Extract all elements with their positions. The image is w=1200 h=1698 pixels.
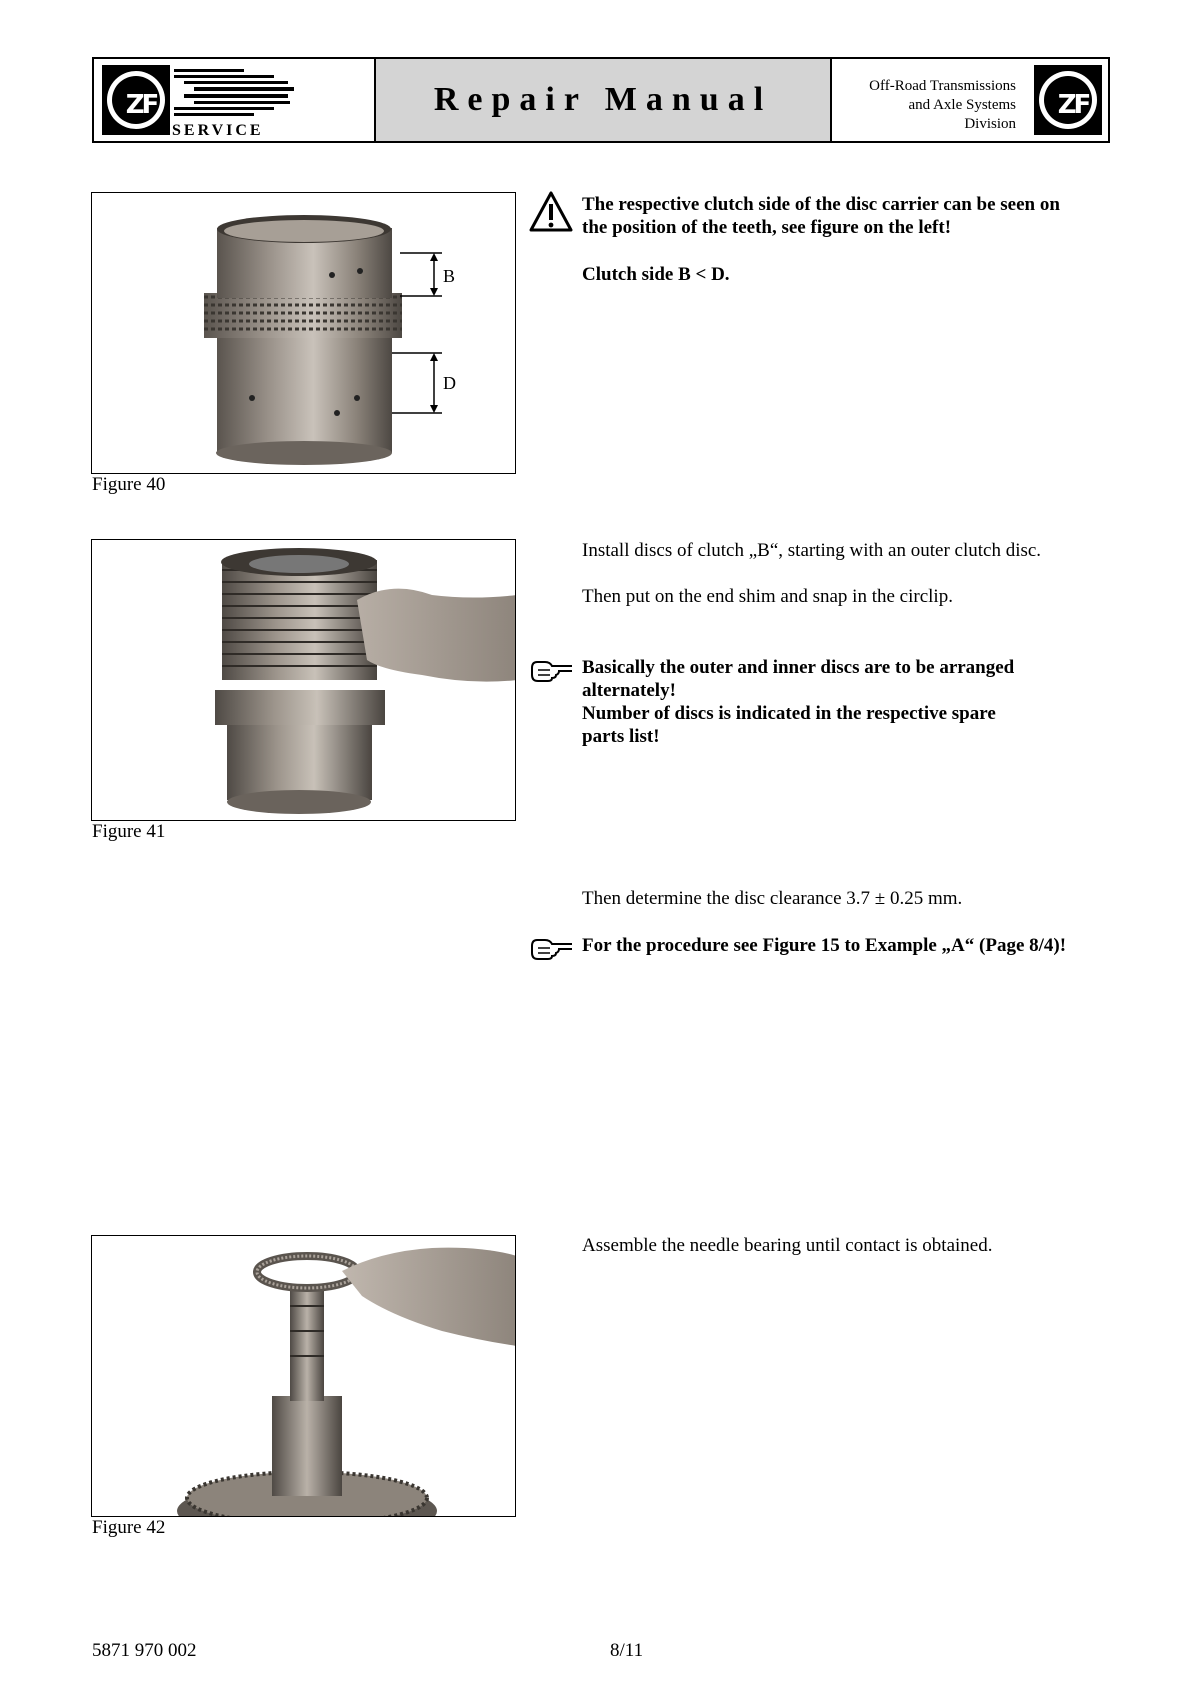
label-d: D <box>443 373 456 393</box>
figure-42-image <box>91 1235 516 1517</box>
warning-text: The respective clutch side of the disc carrier can be seen on the position of the teeth, see figure on the left! <box>582 194 1060 238</box>
needle-bearing-text: Assemble the needle bearing until contact is obtained. <box>582 1235 993 1256</box>
figure-41-caption: Figure 41 <box>92 821 166 842</box>
service-label: SERVICE <box>172 122 264 139</box>
disc-arrangement-tip: Basically the outer and inner discs are to be arranged alternately! Number of discs is indicated in the respective spare parts list! <box>582 657 1015 747</box>
label-b: B <box>443 266 456 286</box>
needle-bearing-illustration <box>92 1236 516 1517</box>
procedure-reference-tip: For the procedure see Figure 15 to Example „A“ (Page 8/4)! <box>582 935 1067 956</box>
service-stripes-icon <box>174 67 294 121</box>
figure-40-caption: Figure 40 <box>92 474 166 495</box>
clutch-side-note: Clutch side B < D. <box>582 264 730 285</box>
pointing-hand-icon <box>530 658 574 684</box>
warning-triangle-icon <box>528 190 574 234</box>
disc-clearance-text: Then determine the disc clearance 3.7 ± 0.25 mm. <box>582 888 963 909</box>
zf-logo-icon: ZF <box>102 65 170 135</box>
pointing-hand-icon <box>530 936 574 962</box>
figure-40-image <box>91 192 516 474</box>
zf-logo-icon: ZF <box>1034 65 1102 135</box>
service-logo-cell <box>94 59 376 141</box>
division-cell <box>832 59 1110 141</box>
figure-41-image <box>91 539 516 821</box>
division-text: Off-Road Transmissions and Axle Systems Division <box>869 78 1016 132</box>
figure-42-caption: Figure 42 <box>92 1517 166 1538</box>
page-header <box>92 57 1110 143</box>
header-title-cell <box>376 59 832 141</box>
page-title: Repair Manual <box>433 81 773 118</box>
clutch-disc-install-illustration <box>92 540 516 821</box>
document-number: 5871 970 002 <box>92 1640 197 1661</box>
page-number: 8/11 <box>610 1640 644 1661</box>
disc-carrier-illustration <box>92 193 516 474</box>
end-shim-text: Then put on the end shim and snap in the circlip. <box>582 586 953 607</box>
install-discs-text: Install discs of clutch „B“, starting with an outer clutch disc. <box>582 540 1042 561</box>
